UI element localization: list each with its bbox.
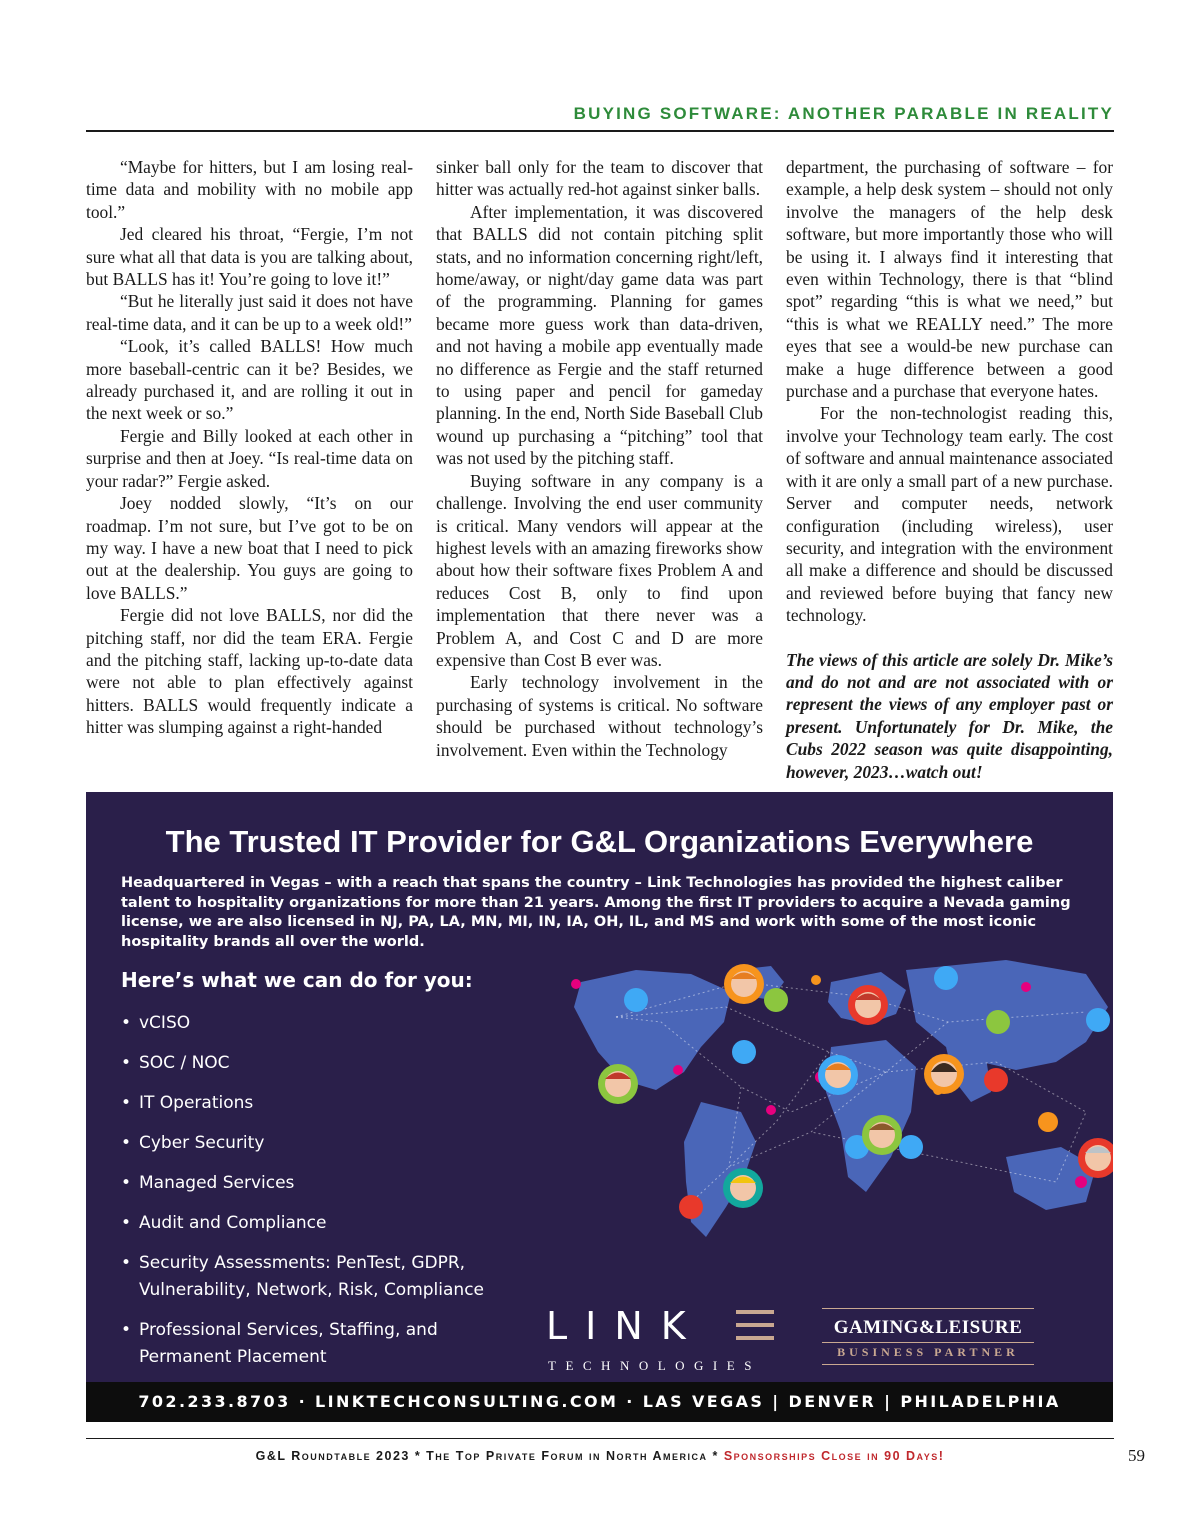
paragraph: “Look, it’s called BALLS! How much more baseball-centric can it be? Besides, we already purchased it, and are rolling it out in the next week or so.”	[86, 336, 413, 424]
footer-divider	[86, 1438, 1114, 1439]
ad-subheading: Here’s what we can do for you:	[121, 968, 473, 992]
network-node-dot	[1086, 1008, 1110, 1032]
link-technologies-advertisement	[86, 792, 1113, 1422]
paragraph: Early technology involvement in the purchasing of systems is critical. No software should be purchased without technology’s involvement. Even within the Technology	[436, 672, 763, 760]
paragraph: After implementation, it was discovered that BALLS did not contain pitching split stats, and no information concerning right/left, home/away, or night/day game data was part of the programming. Planning for games became more guess work than data-driven, and not having a mobile app eventually made no difference as Fergie and the staff returned to using paper and pencil for gameday planning. In the end, North Side Baseball Club wound up purchasing a “pitching” tool that was not used by the pitching staff.	[436, 201, 763, 469]
network-node-dot	[934, 966, 958, 990]
person-avatar-icon	[848, 985, 888, 1025]
page-footer-banner	[86, 1449, 1114, 1463]
service-item: • vCISO	[121, 1010, 521, 1037]
ad-title: The Trusted IT Provider for G&L Organizations Everywhere	[165, 824, 1034, 859]
author-disclaimer: The views of this article are solely Dr. Mike’s and do not and are not associated with or represent the views of any employer past or present. Unfortunately for Dr. Mike, the Cubs 2022 season was quite disappointing, however, 2023…watch out!	[786, 649, 1113, 782]
network-node-dot	[984, 1068, 1008, 1092]
network-node-dot	[679, 1195, 703, 1219]
ad-contact-bar: 702.233.8703 · LINKTECHCONSULTING.COM · LAS VEGAS | DENVER | PHILADELPHIA	[86, 1382, 1113, 1422]
person-avatar-icon	[818, 1055, 858, 1095]
paragraph: Jed cleared his throat, “Fergie, I’m not sure what all that data is you are talking about, but BALLS has it! You’re going to love it!”	[86, 224, 413, 290]
ad-intro: Headquartered in Vegas – with a reach that spans the country – Link Technologies has provided the highest caliber talent to hospitality organizations for more than 21 years. Among the first IT providers to acquire a Nevada gaming license, we are also licensed in NJ, PA, LA, MN, MI, IN, IA, OH, IL, and MS and work with some of the most iconic hospitality brands all over the world.	[121, 875, 1071, 950]
paragraph: For the non-technologist reading this, involve your Technology team early. The cost of software and annual maintenance associated with it are only a small part of a new purchase. Server and computer needs, network configuration (including wireless), user security, and integration with the environment all make a difference and should be discussed and reviewed before buying that fancy new technology.	[786, 403, 1113, 626]
article-column-1	[86, 156, 413, 739]
footer-highlight: Sponsorships Close in 90 Days!	[723, 1449, 945, 1463]
link-technologies-logo	[546, 1304, 786, 1374]
article-column-2	[436, 156, 763, 761]
person-avatar-icon	[924, 1054, 964, 1094]
services-list	[121, 1010, 521, 1384]
world-map-landmass	[574, 960, 1108, 1237]
service-item: • Professional Services, Staffing, and Permanent Placement	[121, 1317, 521, 1371]
paragraph: sinker ball only for the team to discover that hitter was actually red-hot against sinker balls.	[436, 157, 763, 200]
north-america-shape	[574, 970, 731, 1090]
article-column-3	[786, 156, 1113, 783]
page-number: 59	[1128, 1446, 1145, 1465]
person-avatar-icon	[862, 1115, 902, 1155]
gaming-leisure-partner-logo	[822, 1308, 1034, 1368]
network-node-dot	[1038, 1112, 1058, 1132]
person-avatar-icon	[598, 1064, 638, 1104]
paragraph: “Maybe for hitters, but I am losing real-time data and mobility with no mobile app tool.”	[86, 157, 413, 222]
link-logo-subtitle: TECHNOLOGIES	[548, 1358, 761, 1373]
service-item: • IT Operations	[121, 1090, 521, 1117]
service-item: • Security Assessments: PenTest, GDPR, Vulnerability, Network, Risk, Compliance	[121, 1250, 521, 1304]
person-avatar-icon	[723, 1168, 763, 1208]
network-node-dot	[1075, 1176, 1087, 1188]
article-body	[86, 156, 1114, 786]
gl-logo-subtitle: BUSINESS PARTNER	[837, 1345, 1019, 1359]
person-avatar-icon	[724, 964, 764, 1004]
network-node-dot	[899, 1135, 923, 1159]
footer-text: G&L Roundtable 2023 * The Top Private Forum in North America *	[255, 1449, 724, 1463]
link-logo-wordmark: LINK	[546, 1304, 704, 1348]
network-node-dot	[766, 1105, 776, 1115]
link-logo-bars-icon	[736, 1310, 774, 1342]
network-node-dot	[571, 979, 581, 989]
paragraph: Fergie did not love BALLS, nor did the pitching staff, nor did the team ERA. Fergie and the pitching staff, lacking up-to-date data were not able to plan effectively against hitters. BALLS would frequently indicate a hitter was slumping against a right-handed	[86, 605, 413, 738]
paragraph: Joey nodded slowly, “It’s on our roadmap. I’m not sure, but I’ve got to be on my way. I have a new boat that I need to pick out at the dealership. You guys are going to love BALLS.”	[86, 493, 413, 603]
service-item: • SOC / NOC	[121, 1050, 521, 1077]
section-title: BUYING SOFTWARE: ANOTHER PARABLE IN REALITY	[573, 104, 1114, 123]
gl-logo-title: GAMING&LEISURE	[833, 1317, 1023, 1338]
world-network-map-illustration	[486, 952, 1113, 1282]
service-item: • Managed Services	[121, 1170, 521, 1197]
network-node-dot	[986, 1010, 1010, 1034]
paragraph: Buying software in any company is a challenge. Involving the end user community is critical. Many vendors will appear at the highest levels with an amazing fireworks show about how their software fixes Problem A and reduces Cost B, only to find upon implementation that there never was a Problem A, and Cost C and D are more expensive than Cost B ever was.	[436, 470, 763, 670]
paragraph: Fergie and Billy looked at each other in surprise and then at Joey. “Is real-time data on your radar?” Fergie asked.	[86, 425, 413, 491]
network-node-dot	[732, 1040, 756, 1064]
network-node-dot	[764, 988, 788, 1012]
paragraph: “But he literally just said it does not have real-time data, and it can be up to a week old!”	[86, 291, 413, 334]
network-node-dot	[811, 975, 821, 985]
network-node-dot	[1021, 982, 1031, 992]
service-item: • Cyber Security	[121, 1130, 521, 1157]
network-node-dot	[624, 988, 648, 1012]
network-node-dot	[673, 1065, 683, 1075]
paragraph: department, the purchasing of software – for example, a help desk system – should not only involve the managers of the help desk software, but more importantly those who will be using it. I always find it interesting that even within Technology, there is that “blind spot” regarding “this is what we need,” but “this is what we REALLY need.” The more eyes that see a would-be new purchase can make a huge difference between a good purchase and a purchase that everyone hates.	[786, 157, 1113, 402]
service-item: • Audit and Compliance	[121, 1210, 521, 1237]
section-header	[86, 100, 1114, 132]
